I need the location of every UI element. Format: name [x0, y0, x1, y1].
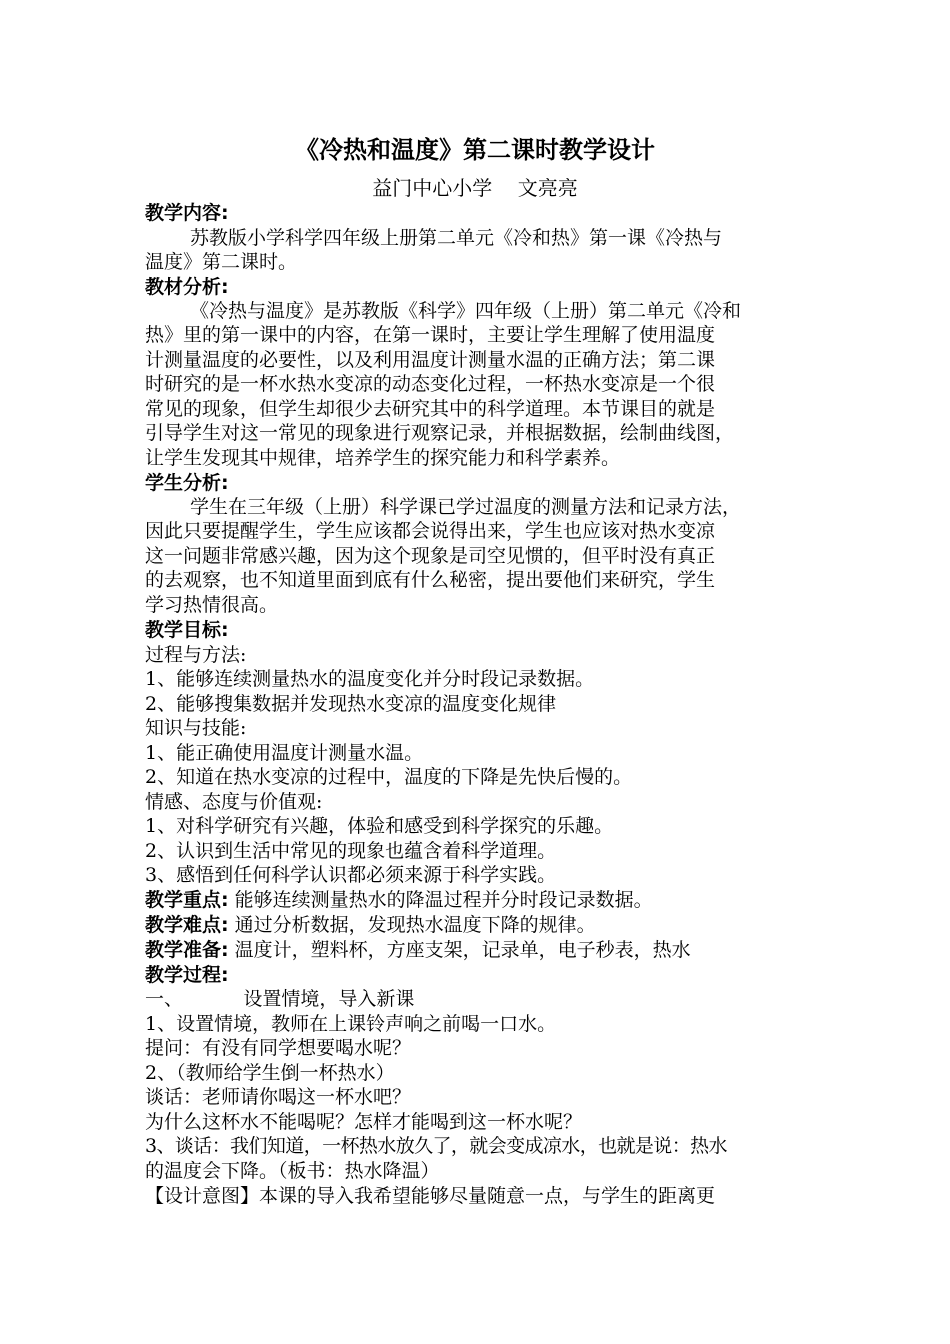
goals-line: 1、能正确使用温度计测量水温。 — [145, 742, 424, 764]
analysis-line: 常见的现象，但学生却很少去研究其中的科学道理。本节课目的就是 — [145, 398, 716, 420]
analysis-line: 让学生发现其中规律，培养学生的探究能力和科学素养。 — [145, 447, 621, 469]
preparation-text: 温度计，塑料杯，方座支架，记录单，电子秒表，热水 — [228, 939, 691, 961]
goals-line: 情感、态度与价值观: — [145, 791, 323, 813]
section-heading-analysis: 教材分析: — [145, 276, 229, 298]
difficulty-row — [145, 913, 825, 938]
content-line: 苏教版小学科学四年级上册第二单元《冷和热》第一课《冷热与 — [190, 227, 723, 249]
process-line: 提问：有没有同学想要喝水呢？ — [145, 1037, 412, 1059]
keypoint-row — [145, 888, 825, 913]
keypoint-text: 能够连续测量热水的降温过程并分时段记录数据。 — [228, 889, 653, 911]
analysis-line: 计测量温度的必要性，以及利用温度计测量水温的正确方法；第二课 — [145, 349, 716, 371]
process-line: 谈话：老师请你喝这一杯水吧？ — [145, 1086, 412, 1108]
goals-line: 1、能够连续测量热水的温度变化并分时段记录数据。 — [145, 668, 595, 690]
goals-line: 2、认识到生活中常见的现象也蕴含着科学道理。 — [145, 840, 557, 862]
students-line: 学习热情很高。 — [145, 594, 279, 616]
students-line: 这一问题非常感兴趣，因为这个现象是司空见惯的，但平时没有真正 — [145, 545, 716, 567]
document-subtitle: 益门中心小学 文亮亮 — [372, 176, 578, 200]
difficulty-label: 教学难点: — [145, 914, 229, 936]
difficulty-text: 通过分析数据，发现热水温度下降的规律。 — [228, 914, 596, 936]
process-line: 【设计意图】本课的导入我希望能够尽量随意一点，与学生的距离更 — [145, 1185, 716, 1207]
goals-line: 过程与方法: — [145, 644, 247, 666]
goals-line: 1、对科学研究有兴趣，体验和感受到科学探究的乐趣。 — [145, 815, 614, 837]
goals-line: 2、知道在热水变凉的过程中，温度的下降是先快后慢的。 — [145, 766, 633, 788]
process-line: 3、谈话：我们知道，一杯热水放久了，就会变成凉水，也就是说：热水 — [145, 1135, 727, 1157]
process-line: 1、设置情境，教师在上课铃声响之前喝一口水。 — [145, 1013, 557, 1035]
students-line: 因此只要提醒学生，学生应该都会说得出来，学生也应该对热水变凉 — [145, 520, 716, 542]
preparation-row — [145, 938, 825, 963]
section-heading-process: 教学过程: — [145, 964, 229, 986]
students-line: 学生在三年级（上册）科学课已学过温度的测量方法和记录方法， — [190, 496, 742, 518]
analysis-line: 时研究的是一杯水热水变凉的动态变化过程，一杯热水变凉是一个很 — [145, 373, 716, 395]
goals-line: 3、感悟到任何科学认识都必须来源于科学实践。 — [145, 864, 557, 886]
preparation-label: 教学准备: — [145, 939, 229, 961]
goals-line: 2、能够搜集数据并发现热水变凉的温度变化规律 — [145, 693, 557, 715]
analysis-line: 《冷热与温度》是苏教版《科学》四年级（上册）第二单元《冷和 — [190, 300, 742, 322]
analysis-line: 引导学生对这一常见的现象进行观察记录，并根据数据，绘制曲线图， — [145, 422, 735, 444]
document-title: 《冷热和温度》第二课时教学设计 — [295, 136, 655, 164]
goals-line: 知识与技能: — [145, 717, 247, 739]
process-line: 为什么这杯水不能喝呢？怎样才能喝到这一杯水呢？ — [145, 1111, 583, 1133]
section-heading-students: 学生分析: — [145, 472, 229, 494]
keypoint-label: 教学重点: — [145, 889, 229, 911]
section-heading-goals: 教学目标: — [145, 619, 229, 641]
section-heading-content: 教学内容: — [145, 202, 229, 224]
process-line: 的温度会下降。（板书：热水降温） — [145, 1160, 440, 1182]
content-line: 温度》第二课时。 — [145, 251, 298, 273]
analysis-line: 热》里的第一课中的内容，在第一课时，主要让学生理解了使用温度 — [145, 324, 716, 346]
process-line: 一、 设置情境，导入新课 — [145, 988, 415, 1010]
process-line: 2、（教师给学生倒一杯热水） — [145, 1062, 395, 1084]
students-line: 的去观察，也不知道里面到底有什么秘密，提出要他们来研究，学生 — [145, 569, 716, 591]
